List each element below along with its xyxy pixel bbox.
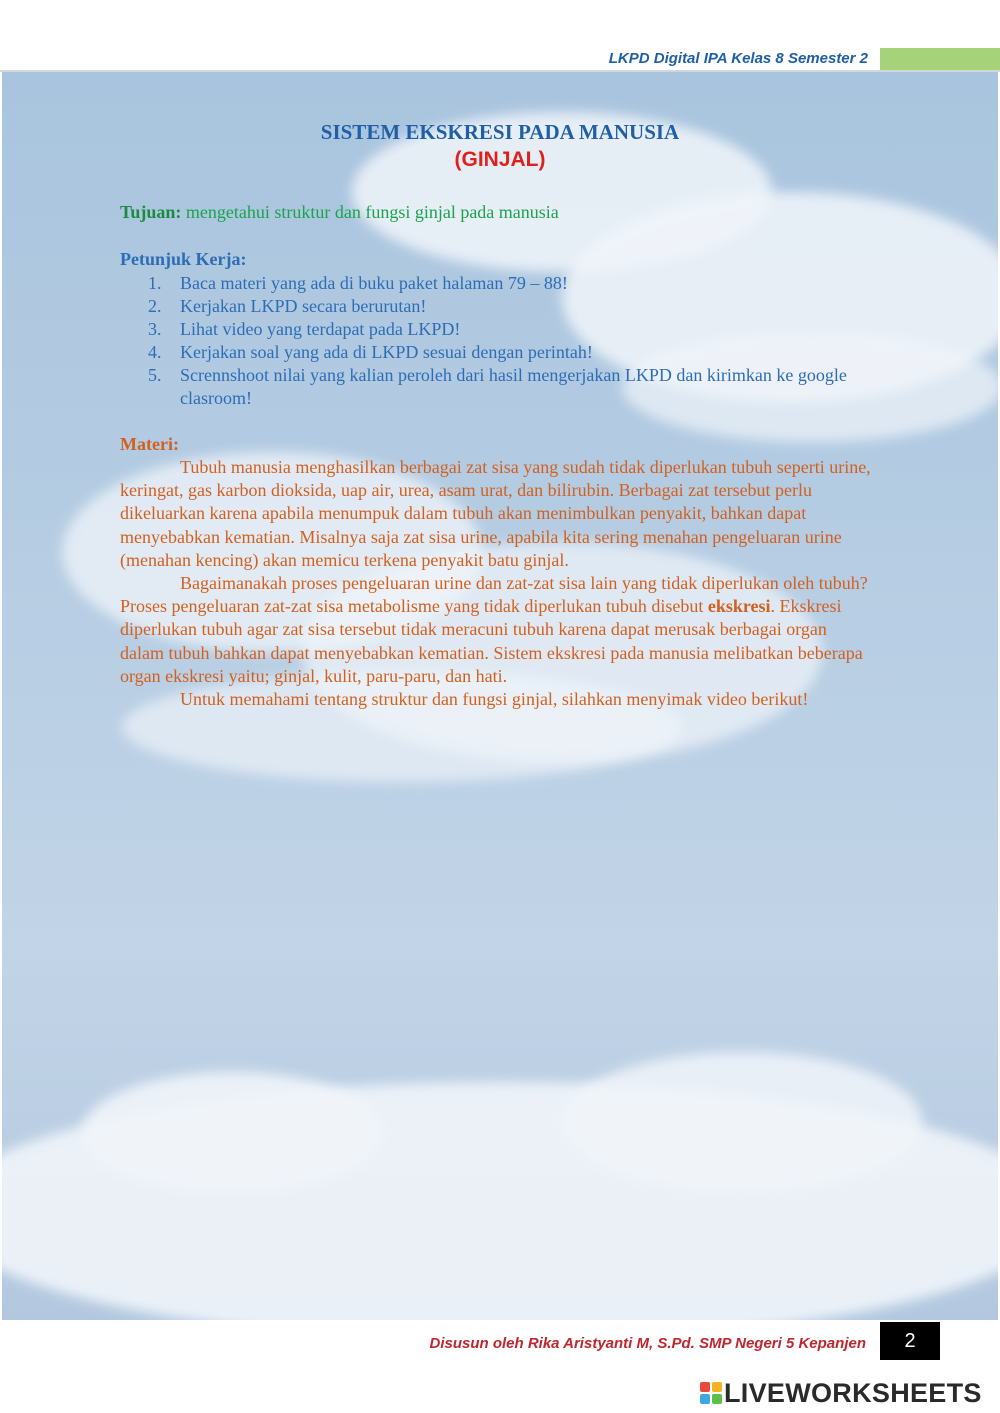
list-item xyxy=(120,318,880,341)
liveworksheets-icon xyxy=(700,1382,722,1404)
instructions-list xyxy=(120,272,880,410)
list-item-number: 5. xyxy=(148,365,162,385)
objective xyxy=(120,202,559,223)
instructions-heading: Petunjuk Kerja: xyxy=(120,249,247,269)
list-item-number: 4. xyxy=(148,342,162,362)
list-item xyxy=(120,295,880,318)
material-body xyxy=(120,456,875,711)
material-paragraph-2 xyxy=(120,572,875,688)
page-title: SISTEM EKSKRESI PADA MANUSIA xyxy=(320,120,680,144)
material-keyword: ekskresi xyxy=(707,596,771,617)
objective-label: Tujuan: xyxy=(120,202,182,222)
material-text: Bagaimanakah proses pengeluaran urine dan zat-zat sisa lain yang tidak diperlukan oleh tubuh? Proses pengeluaran zat-zat sisa metabolisme yang tidak diperlukan tubuh disebut xyxy=(120,573,868,617)
page-number: 2 xyxy=(880,1322,940,1360)
list-item xyxy=(120,341,880,364)
list-item-number: 1. xyxy=(148,273,162,293)
list-item-text: Kerjakan soal yang ada di LKPD sesuai dengan perintah! xyxy=(180,342,593,362)
list-item-text: Lihat video yang terdapat pada LKPD! xyxy=(180,319,461,339)
material-paragraph-3: Untuk memahami tentang struktur dan fungsi ginjal, silahkan menyimak video berikut! xyxy=(180,689,809,710)
page-subtitle: (GINJAL) xyxy=(454,148,546,171)
list-item xyxy=(120,364,880,410)
list-item-number: 3. xyxy=(148,319,162,339)
list-item-text: Scrennshoot nilai yang kalian peroleh dari hasil mengerjakan LKPD dan kirimkan ke google clasroom! xyxy=(180,365,847,408)
footer-author: Disusun oleh Rika Aristyanti M, S.Pd. SMP Negeri 5 Kepanjen xyxy=(429,1335,866,1352)
header-title: LKPD Digital IPA Kelas 8 Semester 2 xyxy=(608,50,868,67)
list-item xyxy=(120,272,880,295)
liveworksheets-wordmark: LIVEWORKSHEETS xyxy=(724,1378,982,1408)
objective-text: mengetahui struktur dan fungsi ginjal pada manusia xyxy=(181,202,559,222)
list-item-text: Baca materi yang ada di buku paket halaman 79 – 88! xyxy=(180,273,568,293)
material-text: . Ekskresi diperlukan tubuh agar zat sisa tersebut tidak meracuni tubuh karena dapat merusak berbagai organ dalam tubuh bahkan dapat menyebabkan kematian. Sistem ekskresi pada manusia melibatkan beberapa organ ekskresi yaitu; ginjal, kulit, paru-paru, dan hati. xyxy=(120,596,863,686)
material-heading: Materi: xyxy=(120,434,179,454)
material-paragraph-1: Tubuh manusia menghasilkan berbagai zat sisa yang sudah tidak diperlukan tubuh seperti urine, keringat, gas karbon dioksida, uap air, urea, asam urat, dan bilirubin. Berbagai zat tersebut perlu dikeluarkan karena apabila menumpuk dalam tubuh akan menimbulkan penyakit, bahkan dapat menyebabkan kematian. Misalnya saja zat sisa urine, apabila kita sering menahan pengeluaran urine (menahan kencing) akan memicu terkena penyakit batu ginjal. xyxy=(120,457,871,570)
list-item-number: 2. xyxy=(148,296,162,316)
list-item-text: Kerjakan LKPD secara berurutan! xyxy=(180,296,427,316)
